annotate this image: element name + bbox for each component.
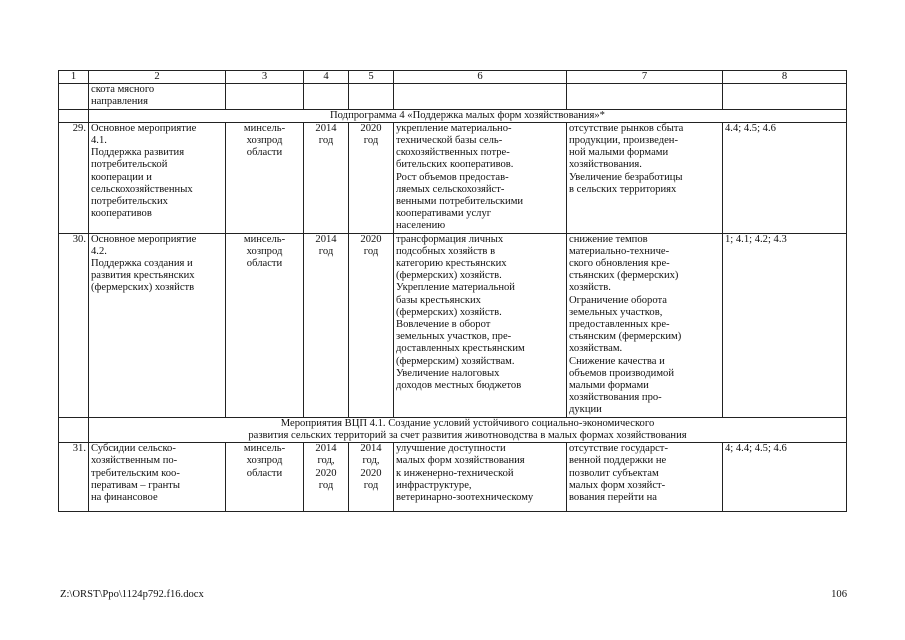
- empty-cell: [226, 84, 304, 109]
- vcp-row: [59, 417, 847, 442]
- end-year: 2014 год, 2020 год: [349, 443, 394, 512]
- row-number: 31.: [59, 443, 89, 512]
- empty-cell: [394, 84, 567, 109]
- table-row: [59, 443, 847, 512]
- subprogram-row: [59, 109, 847, 122]
- empty-cell: [567, 84, 723, 109]
- executor: минсель- хозпрод области: [226, 122, 304, 233]
- subprogram-title: Подпрограмма 4 «Поддержка малых форм хозяйствования»*: [89, 109, 847, 122]
- continuation-name: скота мясного направления: [89, 84, 226, 109]
- header-cell: 2: [89, 71, 226, 84]
- empty-cell: [349, 84, 394, 109]
- expected-result: улучшение доступности малых форм хозяйствования к инженерно-технической инфраструктуре, ветеринарно-зоотехническому: [394, 443, 567, 512]
- header-cell: 8: [723, 71, 847, 84]
- header-cell: 3: [226, 71, 304, 84]
- row-number: 30.: [59, 233, 89, 417]
- file-path: Z:\ORST\Ppo\1124p792.f16.docx: [60, 589, 204, 600]
- end-year: 2020 год: [349, 122, 394, 233]
- header-cell: 5: [349, 71, 394, 84]
- vcp-title: Мероприятия ВЦП 4.1. Создание условий устойчивого социально-экономического развития сельских территорий за счет развития животноводства в малых формах хозяйствования: [89, 417, 847, 442]
- indicator-links: 1; 4.1; 4.2; 4.3: [723, 233, 847, 417]
- executor: минсель- хозпрод области: [226, 233, 304, 417]
- table-row: [59, 122, 847, 233]
- table-row: [59, 233, 847, 417]
- measure-name: Основное мероприятие 4.1. Поддержка развития потребительской кооперации и сельскохозяйственных потребительских кооперативов: [89, 122, 226, 233]
- program-table: [58, 70, 847, 512]
- empty-cell: [723, 84, 847, 109]
- measure-name: Субсидии сельско- хозяйственным по- требительским коо- перативам – гранты на финансовое: [89, 443, 226, 512]
- consequences: снижение темпов материально-техниче- ского обновления кре- стьянских (фермерских) хозяйств. Ограничение оборота земельных участков, предоставленных кре- стьянским (фермерским) хозяйствам. Снижение качества и объемов производимой малыми формами хозяйствования про- дукции: [567, 233, 723, 417]
- header-cell: 6: [394, 71, 567, 84]
- empty-cell: [304, 84, 349, 109]
- consequences: отсутствие государст- венной поддержки не позволит субъектам малых форм хозяйст- вования перейти на: [567, 443, 723, 512]
- start-year: 2014 год: [304, 122, 349, 233]
- header-row: [59, 71, 847, 84]
- executor: минсель- хозпрод области: [226, 443, 304, 512]
- continuation-row: [59, 84, 847, 109]
- measure-name: Основное мероприятие 4.2. Поддержка создания и развития крестьянских (фермерских) хозяйств: [89, 233, 226, 417]
- row-number: 29.: [59, 122, 89, 233]
- empty-cell: [59, 109, 89, 122]
- indicator-links: 4.4; 4.5; 4.6: [723, 122, 847, 233]
- page-number: 106: [831, 589, 847, 600]
- header-cell: 7: [567, 71, 723, 84]
- start-year: 2014 год, 2020 год: [304, 443, 349, 512]
- consequences: отсутствие рынков сбыта продукции, произведен- ной малыми формами хозяйствования. Увеличение безработицы в сельских территориях: [567, 122, 723, 233]
- empty-cell: [59, 84, 89, 109]
- header-cell: 4: [304, 71, 349, 84]
- indicator-links: 4; 4.4; 4.5; 4.6: [723, 443, 847, 512]
- end-year: 2020 год: [349, 233, 394, 417]
- header-cell: 1: [59, 71, 89, 84]
- expected-result: укрепление материально- технической базы сель- скохозяйственных потре- бительских кооперативов. Рост объемов предостав- ляемых сельскохозяйст- венными потребительскими кооперативами услуг населению: [394, 122, 567, 233]
- empty-cell: [59, 417, 89, 442]
- expected-result: трансформация личных подсобных хозяйств в категорию крестьянских (фермерских) хозяйств. Укрепление материальной базы крестьянских (фермерских) хозяйств. Вовлечение в оборот земельных участков, пре- доставленных крестьянским (фермерским) хозяйствам. Увеличение налоговых доходов местных бюджетов: [394, 233, 567, 417]
- start-year: 2014 год: [304, 233, 349, 417]
